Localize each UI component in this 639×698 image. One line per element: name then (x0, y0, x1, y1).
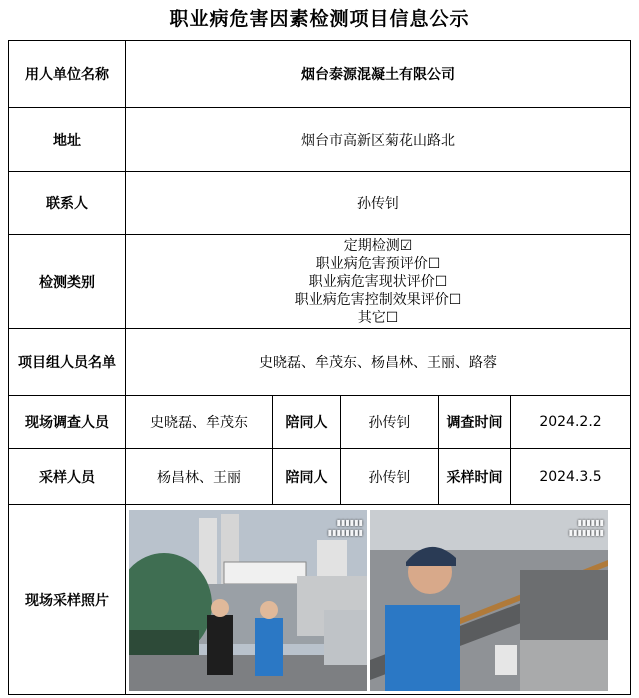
survey-label: 现场调查人员 (9, 396, 126, 449)
survey-time: 2024.2.2 (511, 396, 631, 449)
sampling-time: 2024.3.5 (511, 449, 631, 505)
category-item: 职业病危害控制效果评价☐ (294, 291, 462, 308)
contact-value: 孙传钊 (126, 172, 631, 235)
photos-cell (126, 505, 631, 695)
row-photos (9, 505, 631, 695)
category-item: 其它☐ (357, 309, 399, 326)
survey-people: 史晓磊、牟茂东 (126, 396, 273, 449)
team-label: 项目组人员名单 (9, 329, 126, 396)
category-label: 检测类别 (9, 235, 126, 329)
survey-time-label: 调查时间 (439, 396, 511, 449)
photo-timestamp: ▮▮▮▮▮▮ ▮▮▮▮▮▮▮▮ (568, 517, 604, 537)
category-item: 职业病危害现状评价☐ (308, 273, 448, 290)
contact-label: 联系人 (9, 172, 126, 235)
site-photo-1 (129, 510, 367, 691)
category-item: 职业病危害预评价☐ (315, 255, 441, 272)
sampling-label: 采样人员 (9, 449, 126, 505)
row-category (9, 235, 631, 329)
page-title: 职业病危害因素检测项目信息公示 (169, 8, 470, 30)
row-survey (9, 396, 631, 449)
company-label: 用人单位名称 (9, 41, 126, 108)
survey-accompany: 孙传钊 (341, 396, 439, 449)
photos-label: 现场采样照片 (9, 505, 126, 695)
team-value: 史晓磊、牟茂东、杨昌林、王丽、路蓉 (126, 329, 631, 396)
category-item: 定期检测☑ (343, 237, 413, 254)
row-company (9, 41, 631, 108)
info-table (8, 40, 631, 695)
company-value: 烟台泰源混凝土有限公司 (126, 41, 631, 108)
row-address (9, 108, 631, 172)
category-list (126, 235, 631, 329)
sampling-people: 杨昌林、王丽 (126, 449, 273, 505)
sampling-time-label: 采样时间 (439, 449, 511, 505)
photo-timestamp: ▮▮▮▮▮▮ ▮▮▮▮▮▮▮▮ (327, 517, 363, 537)
sampling-accompany-label: 陪同人 (273, 449, 341, 505)
site-photo-2 (370, 510, 608, 691)
address-value: 烟台市高新区菊花山路北 (126, 108, 631, 172)
row-contact (9, 172, 631, 235)
row-sampling (9, 449, 631, 505)
sampling-accompany: 孙传钊 (341, 449, 439, 505)
address-label: 地址 (9, 108, 126, 172)
row-team (9, 329, 631, 396)
survey-accompany-label: 陪同人 (273, 396, 341, 449)
